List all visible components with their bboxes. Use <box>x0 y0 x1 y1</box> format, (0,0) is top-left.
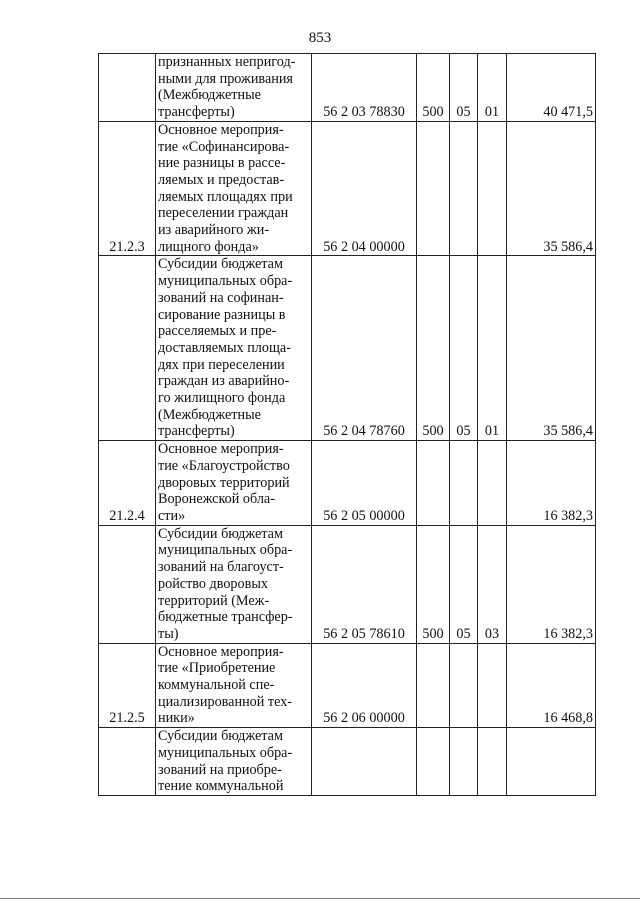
item-name-cell: Субсидии бюджетам муниципальных обра- зований на софинан- сирование разницы в расселяемых и пре- доставляемых площа- дях при переселении граждан из аварийно- го жилищного фонда (Межбюджетные трансферты) <box>156 256 312 441</box>
item-name-cell: признанных непригод- ными для проживания (Межбюджетные трансферты) <box>156 54 312 122</box>
item-number-cell <box>99 525 156 643</box>
section-cell <box>450 728 478 796</box>
amount-cell: 35 586,4 <box>507 256 596 441</box>
section-cell: 05 <box>450 256 478 441</box>
subsection-cell <box>478 728 507 796</box>
subsection-cell: 01 <box>478 54 507 122</box>
target-code-cell: 56 2 03 78830 <box>312 54 417 122</box>
expense-type-cell: 500 <box>417 54 450 122</box>
section-cell <box>450 441 478 526</box>
target-code-cell <box>312 728 417 796</box>
expense-type-cell <box>417 121 450 256</box>
item-name-cell: Основное мероприя- тие «Софинансирова- ние разницы в рассе- ляемых и предостав- ляемых площадях при переселении граждан из аварийного жи- лищного фонда» <box>156 121 312 256</box>
scan-edge-line <box>0 898 640 899</box>
subsection-cell <box>478 441 507 526</box>
section-cell: 05 <box>450 54 478 122</box>
expense-type-cell: 500 <box>417 256 450 441</box>
amount-cell: 16 468,8 <box>507 643 596 728</box>
item-number-cell <box>99 256 156 441</box>
section-cell <box>450 121 478 256</box>
target-code-cell: 56 2 04 78760 <box>312 256 417 441</box>
page-number: 853 <box>308 30 332 46</box>
item-number-cell <box>99 54 156 122</box>
item-number-cell: 21.2.4 <box>99 441 156 526</box>
target-code-cell: 56 2 06 00000 <box>312 643 417 728</box>
amount-cell <box>507 728 596 796</box>
table-row <box>99 121 596 256</box>
table-row <box>99 643 596 728</box>
target-code-cell: 56 2 05 00000 <box>312 441 417 526</box>
item-name-cell: Субсидии бюджетам муниципальных обра- зований на благоуст- ройство дворовых территорий (Меж- бюджетные трансфер- ты) <box>156 525 312 643</box>
subsection-cell: 01 <box>478 256 507 441</box>
item-number-cell: 21.2.5 <box>99 643 156 728</box>
table-row <box>99 441 596 526</box>
expense-type-cell <box>417 728 450 796</box>
section-cell <box>450 643 478 728</box>
subsection-cell <box>478 121 507 256</box>
table-row <box>99 525 596 643</box>
subsection-cell: 03 <box>478 525 507 643</box>
item-name-cell: Основное мероприя- тие «Приобретение коммунальной спе- циализированной тех- ники» <box>156 643 312 728</box>
section-cell: 05 <box>450 525 478 643</box>
table-row <box>99 256 596 441</box>
table-row <box>99 54 596 122</box>
amount-cell: 40 471,5 <box>507 54 596 122</box>
item-number-cell <box>99 728 156 796</box>
item-name-cell: Основное мероприя- тие «Благоустройство дворовых территорий Воронежской обла- сти» <box>156 441 312 526</box>
expense-type-cell <box>417 643 450 728</box>
budget-table <box>98 53 596 796</box>
subsection-cell <box>478 643 507 728</box>
item-name-cell: Субсидии бюджетам муниципальных обра- зований на приобре- тение коммунальной <box>156 728 312 796</box>
amount-cell: 16 382,3 <box>507 441 596 526</box>
amount-cell: 35 586,4 <box>507 121 596 256</box>
expense-type-cell: 500 <box>417 525 450 643</box>
expense-type-cell <box>417 441 450 526</box>
table-row <box>99 728 596 796</box>
target-code-cell: 56 2 04 00000 <box>312 121 417 256</box>
amount-cell: 16 382,3 <box>507 525 596 643</box>
target-code-cell: 56 2 05 78610 <box>312 525 417 643</box>
item-number-cell: 21.2.3 <box>99 121 156 256</box>
